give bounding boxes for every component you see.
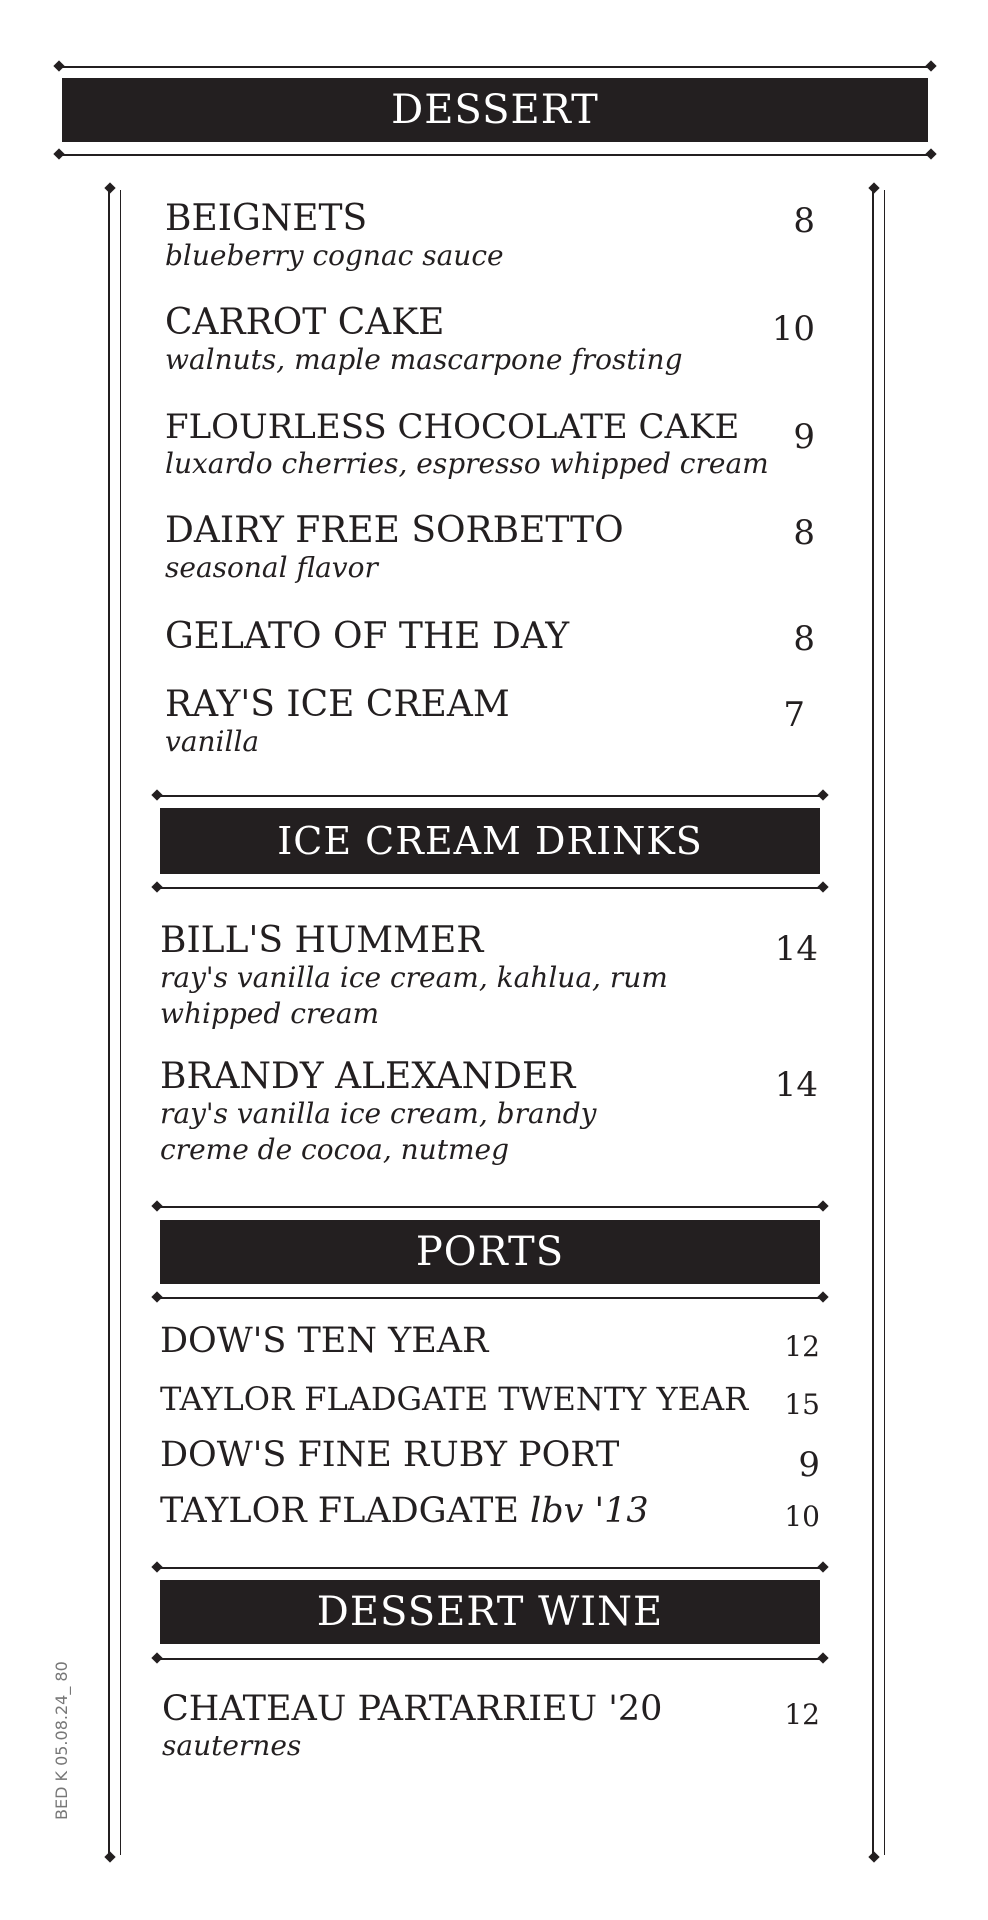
item-description: ray's vanilla ice cream, kahlua, rum (160, 961, 668, 994)
menu-item (160, 1380, 748, 1418)
section-rule (158, 887, 822, 889)
item-name: DAIRY FREE SORBETTO (165, 510, 624, 551)
top-rule (60, 66, 930, 68)
menu-item (165, 200, 504, 274)
section-rule (158, 1567, 822, 1569)
item-name: FLOURLESS CHOCOLATE CAKE (165, 407, 740, 447)
menu-item (165, 304, 683, 378)
item-description: ray's vanilla ice cream, brandy (160, 1097, 597, 1130)
item-description: creme de cocoa, nutmeg (160, 1133, 509, 1166)
menu-item (160, 1058, 596, 1168)
item-description: seasonal flavor (165, 551, 378, 584)
menu-item (160, 1436, 619, 1474)
header-bottom-rule (60, 154, 930, 156)
item-price: 12 (784, 1698, 820, 1731)
section-rule (158, 1658, 822, 1660)
item-name: TAYLOR FLADGATE TWENTY YEAR (160, 1380, 749, 1418)
item-price: 10 (784, 1500, 820, 1533)
section-rule (158, 795, 822, 797)
menu-item (165, 618, 569, 656)
ports-heading-bar (160, 1220, 820, 1284)
item-description: vanilla (165, 725, 260, 758)
ice-cream-drinks-heading-bar (160, 808, 820, 874)
item-price: 8 (793, 619, 815, 659)
menu-item (160, 922, 668, 1032)
item-name-suffix: lbv '13 (530, 1491, 649, 1531)
menu-item (160, 1492, 649, 1530)
item-name: DOW'S FINE RUBY PORT (160, 1435, 620, 1475)
item-price: 8 (793, 201, 815, 241)
item-price: 15 (784, 1388, 820, 1421)
menu-item (165, 686, 510, 760)
menu-item (165, 408, 769, 482)
item-name: GELATO OF THE DAY (165, 616, 570, 657)
item-description: luxardo cherries, espresso whipped cream (165, 447, 769, 480)
item-price: 14 (774, 929, 818, 969)
dessert-wine-heading: DESSERT WINE (316, 1589, 664, 1635)
item-name: CHATEAU PARTARRIEU '20 (162, 1689, 663, 1729)
item-price: 14 (774, 1065, 818, 1105)
item-price: 7 (783, 695, 805, 735)
dessert-heading: DESSERT (391, 87, 599, 133)
item-name: RAY'S ICE CREAM (165, 684, 510, 725)
item-name: BRANDY ALEXANDER (160, 1056, 576, 1097)
item-name (160, 1492, 649, 1530)
item-name: CARROT CAKE (165, 302, 445, 343)
item-description: sauternes (162, 1729, 302, 1762)
menu-item (160, 1322, 488, 1360)
item-name: BEIGNETS (165, 198, 368, 239)
item-name: BILL'S HUMMER (160, 920, 484, 961)
section-rule (158, 1297, 822, 1299)
menu-code: BED K 05.08.24_ 80 (52, 1661, 71, 1820)
item-price: 12 (784, 1330, 820, 1363)
ice-cream-drinks-heading: ICE CREAM DRINKS (277, 819, 703, 863)
item-description: whipped cream (160, 997, 380, 1030)
ports-heading: PORTS (415, 1229, 565, 1275)
right-border (872, 190, 885, 1855)
item-description: walnuts, maple mascarpone frosting (165, 343, 683, 376)
item-name-main: TAYLOR FLADGATE (160, 1491, 519, 1531)
section-rule (158, 1206, 822, 1208)
item-price: 9 (793, 417, 815, 457)
item-name: DOW'S TEN YEAR (160, 1321, 489, 1361)
dessert-wine-heading-bar (160, 1580, 820, 1644)
left-border (108, 190, 121, 1855)
menu-item (162, 1690, 662, 1764)
item-price: 9 (798, 1445, 820, 1485)
item-price: 10 (771, 309, 815, 349)
dessert-heading-bar (62, 78, 928, 142)
menu-item (165, 512, 624, 586)
item-price: 8 (793, 513, 815, 553)
item-description: blueberry cognac sauce (165, 239, 504, 272)
